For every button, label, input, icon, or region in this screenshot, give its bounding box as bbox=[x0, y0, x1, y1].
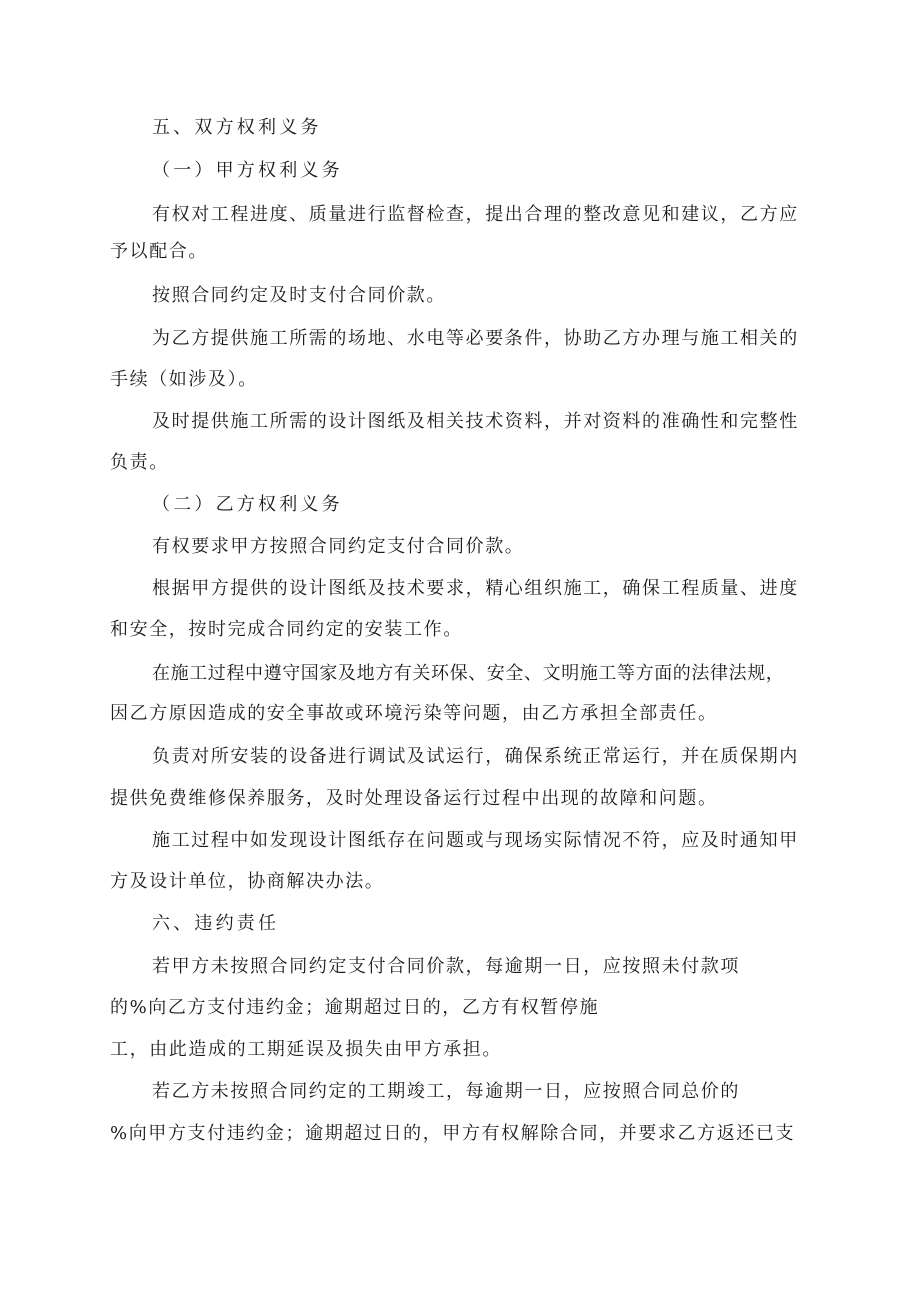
paragraph-line: 为乙方提供施工所需的场地、水电等必要条件，协助乙方办理与施工相关的 bbox=[152, 328, 799, 349]
paragraph-line: 因乙方原因造成的安全事故或环境污染等问题，由乙方承担全部责任。 bbox=[110, 703, 718, 724]
paragraph-line: 予以配合。 bbox=[110, 241, 208, 262]
paragraph-line: 根据甲方提供的设计图纸及技术要求，精心组织施工，确保工程质量、进度 bbox=[152, 578, 799, 599]
paragraph-line: 方及设计单位，协商解决办法。 bbox=[110, 871, 385, 892]
paragraph-line: 负责。 bbox=[110, 452, 169, 473]
paragraph-line: 有权对工程进度、质量进行监督检查，提出合理的整改意见和建议，乙方应 bbox=[152, 204, 799, 225]
paragraph-line: 的%向乙方支付违约金；逾期超过日的，乙方有权暂停施 bbox=[110, 997, 600, 1018]
paragraph-line: 负责对所安装的设备进行调试及试运行，确保系统正常运行，并在质保期内 bbox=[152, 746, 799, 767]
section-6-title: 六、违约责任 bbox=[152, 913, 280, 934]
subsection-b-title: （二）乙方权利义务 bbox=[152, 494, 343, 515]
subsection-a-title: （一）甲方权利义务 bbox=[152, 160, 343, 181]
paragraph-line: 工，由此造成的工期延误及损失由甲方承担。 bbox=[110, 1039, 502, 1060]
paragraph-line: 及时提供施工所需的设计图纸及相关技术资料，并对资料的准确性和完整性 bbox=[152, 411, 799, 432]
paragraph-line: 施工过程中如发现设计图纸存在问题或与现场实际情况不符，应及时通知甲 bbox=[152, 830, 799, 851]
paragraph-line: 和安全，按时完成合同约定的安装工作。 bbox=[110, 619, 463, 640]
section-5-title: 五、双方权利义务 bbox=[152, 117, 322, 138]
paragraph-line: 若乙方未按照合同约定的工期竣工，每逾期一日，应按照合同总价的 bbox=[152, 1081, 740, 1102]
paragraph-line: 按照合同约定及时支付合同价款。 bbox=[152, 285, 446, 306]
paragraph-line: 提供免费维修保养服务，及时处理设备运行过程中出现的故障和问题。 bbox=[110, 788, 718, 809]
paragraph-line: %向甲方支付违约金；逾期超过日的，甲方有权解除合同，并要求乙方返还已支 bbox=[110, 1123, 796, 1144]
paragraph-line: 手续（如涉及）。 bbox=[110, 369, 258, 390]
paragraph-line: 若甲方未按照合同约定支付合同价款，每逾期一日，应按照未付款项 bbox=[152, 956, 740, 977]
paragraph-line: 有权要求甲方按照合同约定支付合同价款。 bbox=[152, 536, 525, 557]
paragraph-line: 在施工过程中遵守国家及地方有关环保、安全、文明施工等方面的法律法规， bbox=[152, 663, 785, 684]
